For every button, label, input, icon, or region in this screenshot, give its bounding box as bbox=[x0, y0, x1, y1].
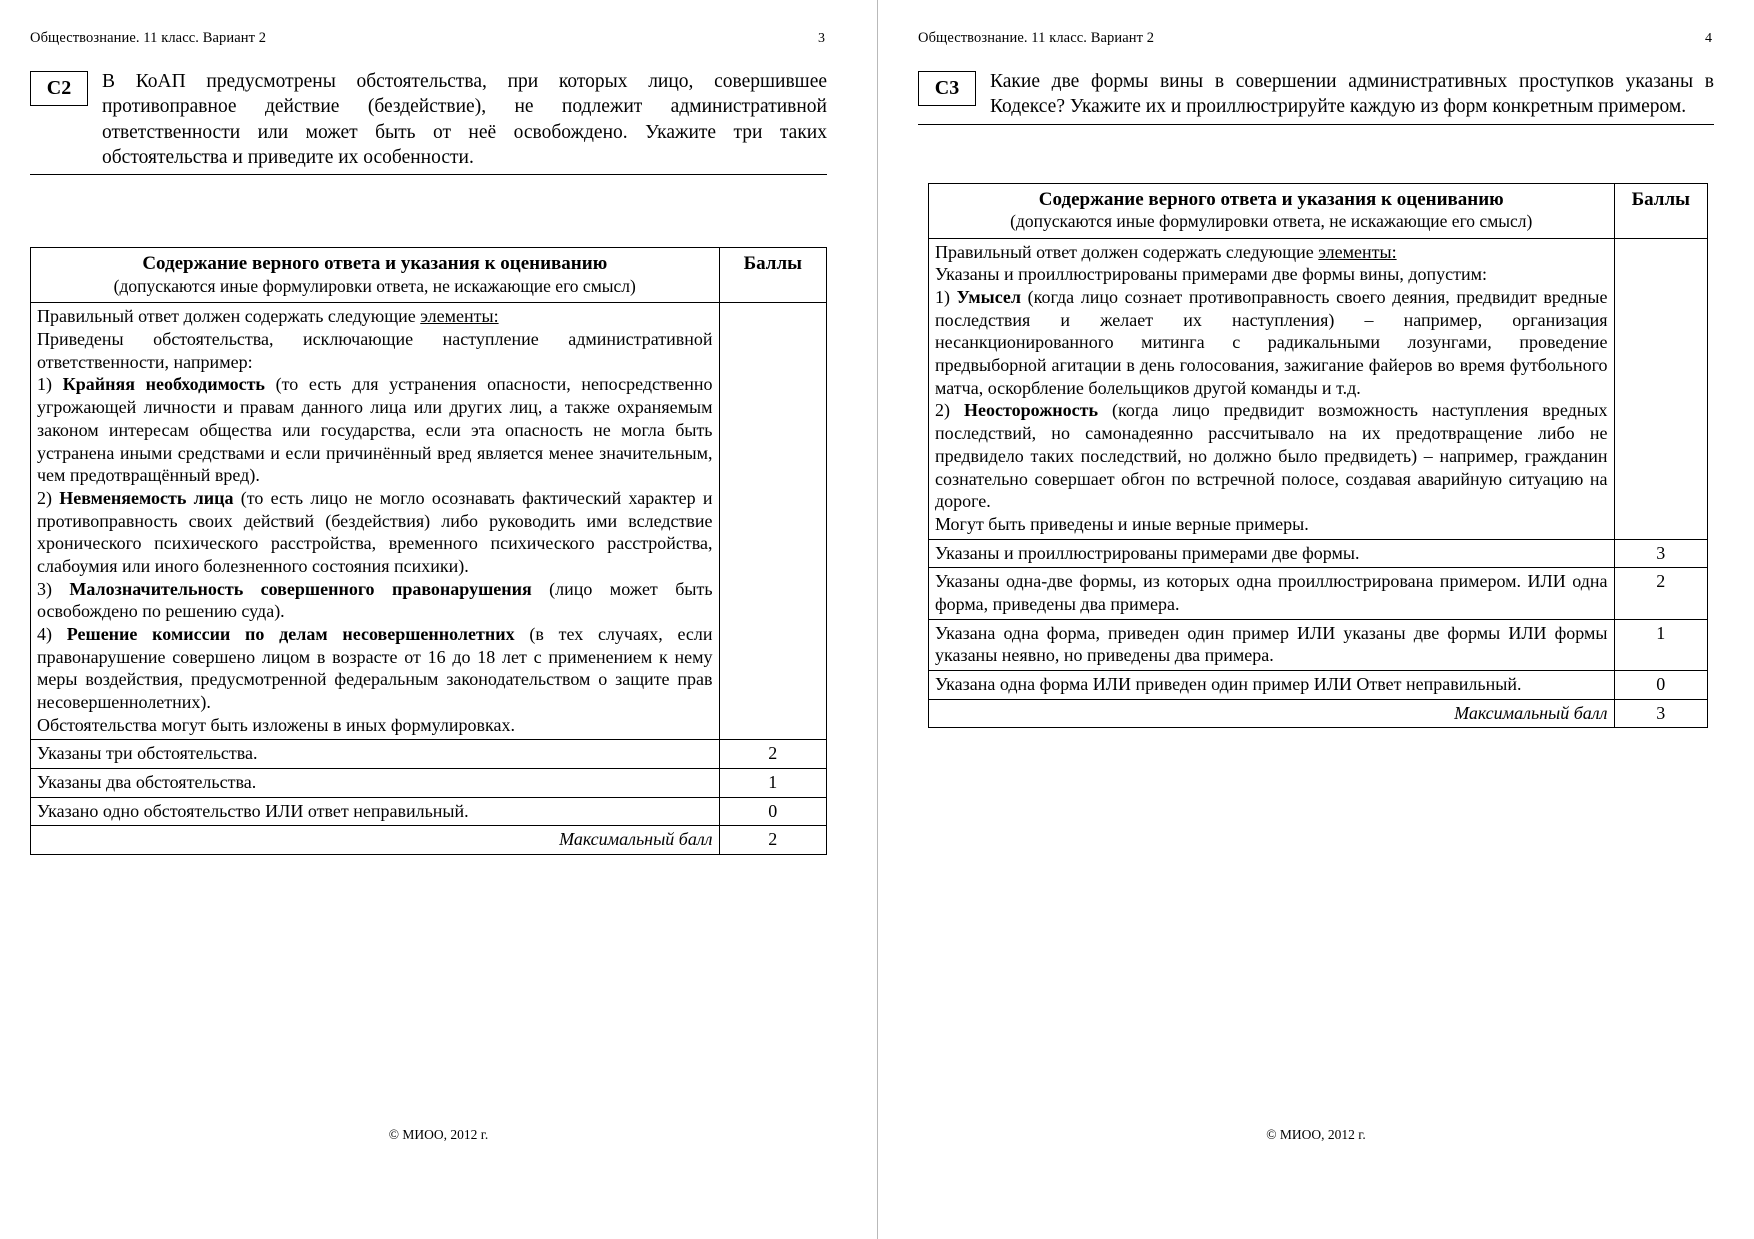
criterion-text: Указаны два обстоятельства. bbox=[31, 768, 720, 797]
answer-line: 1) Умысел (когда лицо сознает противоправность своего деяния, предвидит вредные последствия и желает их наступления) – например, организация несанкционированного митинга с радикальными лозунгами, проведение предвыборной агитации в день голосования, зажигание файеров во время футбольного матча, оскорбление болельщиков другой команды и т.д. bbox=[935, 287, 1608, 398]
header-content-subtitle: (допускаются иные формулировки ответа, не искажающие его смысл) bbox=[1010, 211, 1533, 232]
criterion-score: 0 bbox=[1614, 670, 1707, 699]
table-header-row bbox=[31, 248, 827, 303]
answer-line: Правильный ответ должен содержать следующие элементы: bbox=[935, 241, 1397, 262]
table-row-max bbox=[31, 826, 827, 855]
table-row-answer bbox=[31, 303, 827, 740]
header-score-cell: Баллы bbox=[1614, 183, 1707, 238]
task-text: Какие две формы вины в совершении административных проступков указаны в Кодексе? Укажите их и проиллюстрируйте каждую из форм конкретным примером. bbox=[990, 71, 1714, 118]
criterion-score: 2 bbox=[1614, 568, 1707, 619]
task-code: C3 bbox=[918, 71, 976, 106]
page-right bbox=[877, 0, 1754, 1239]
answer-line: Могут быть приведены и иные верные примеры. bbox=[935, 513, 1309, 534]
criterion-text: Указана одна форма, приведен один пример ИЛИ указаны две формы ИЛИ формы указаны неявно, но приведены два примера. bbox=[929, 619, 1615, 670]
criterion-text: Указаны три обстоятельства. bbox=[31, 740, 720, 769]
answer-line: 1) Крайняя необходимость (то есть для устранения опасности, непосредственно угрожающей личности и правам данного лица или других лиц, а также охраняемым законом интересам общества или государства, если эта опасность не могла быть устранена иными средствами и если причинённый вред является менее значительным, чем предотвращённый вред). bbox=[37, 374, 713, 486]
answer-line: Приведены обстоятельства, исключающие наступление административной ответственности, например: bbox=[37, 329, 713, 372]
header-content-title: Содержание верного ответа и указания к оцениванию bbox=[1038, 188, 1504, 210]
answer-content-cell bbox=[929, 238, 1615, 539]
criterion-score: 1 bbox=[1614, 619, 1707, 670]
answer-score-cell bbox=[719, 303, 826, 740]
page-number: 3 bbox=[818, 31, 825, 46]
criterion-score: 1 bbox=[719, 768, 826, 797]
table-row bbox=[929, 539, 1708, 568]
table-row bbox=[929, 568, 1708, 619]
table-row bbox=[929, 619, 1708, 670]
running-head-title: Обществознание. 11 класс. Вариант 2 bbox=[918, 30, 1155, 46]
rubric-table-wrapper-left bbox=[30, 247, 827, 855]
max-score-label: Максимальный балл bbox=[31, 826, 720, 855]
table-row-max bbox=[929, 699, 1708, 728]
task-block-c2 bbox=[30, 69, 827, 175]
running-head-left bbox=[30, 30, 827, 47]
max-score-label: Максимальный балл bbox=[929, 699, 1615, 728]
criterion-text: Указаны и проиллюстрированы примерами две формы. bbox=[929, 539, 1615, 568]
answer-content-cell bbox=[31, 303, 720, 740]
max-score-value: 3 bbox=[1614, 699, 1707, 728]
criterion-text: Указано одно обстоятельство ИЛИ ответ неправильный. bbox=[31, 797, 720, 826]
running-head-title: Обществознание. 11 класс. Вариант 2 bbox=[30, 30, 267, 46]
footer-right: © МИОО, 2012 г. bbox=[1266, 1127, 1366, 1142]
header-content-title: Содержание верного ответа и указания к оцениванию bbox=[142, 253, 608, 275]
running-head-right bbox=[918, 30, 1714, 47]
table-row bbox=[929, 670, 1708, 699]
footer-left: © МИОО, 2012 г. bbox=[388, 1127, 489, 1142]
table-row-answer bbox=[929, 238, 1708, 539]
task-text: В КоАП предусмотрены обстоятельства, при которых лицо, совершившее противоправное действие (бездействие), не подлежит административной ответственности или может быть от неё освобождено. Укажите три таких обстоятельства и приведите их особенности. bbox=[102, 71, 827, 169]
table-header-row bbox=[929, 183, 1708, 238]
answer-score-cell bbox=[1614, 238, 1707, 539]
table-row bbox=[31, 768, 827, 797]
answer-line: 2) Невменяемость лица (то есть лицо не могло осознавать фактический характер и противоправность своих действий (бездействия) либо руководить ими вследствие хронического психического расстройства, временного психического расстройства, слабоумия или иного болезненного состояния психики). bbox=[37, 487, 713, 576]
page-number: 4 bbox=[1705, 31, 1712, 46]
answer-line: Правильный ответ должен содержать следующие элементы: bbox=[37, 306, 499, 327]
criterion-score: 3 bbox=[1614, 539, 1707, 568]
answer-line: 2) Неосторожность (когда лицо предвидит возможность наступления вредных последствий, но самонадеянно рассчитывало на их предотвращение либо не предвидело таких последствий, но должно было предвидеть) – например, гражданин сознательно совершает обгон по встречной полосе, создавая аварийную ситуацию на дороге. bbox=[935, 400, 1608, 512]
criterion-score: 0 bbox=[719, 797, 826, 826]
criterion-score: 2 bbox=[719, 740, 826, 769]
rubric-table-c3 bbox=[928, 183, 1708, 729]
max-score-value: 2 bbox=[719, 826, 826, 855]
header-score-cell: Баллы bbox=[719, 248, 826, 303]
header-content-cell bbox=[929, 183, 1615, 238]
header-content-cell bbox=[31, 248, 720, 303]
table-row bbox=[31, 740, 827, 769]
answer-line: 4) Решение комиссии по делам несовершеннолетних (в тех случаях, если правонарушение совершено лицом в возрасте от 16 до 18 лет с применением к нему меры воздействия, предусмотренной федеральным законодательством о защите прав несовершеннолетних). bbox=[37, 623, 713, 712]
criterion-text: Указана одна форма ИЛИ приведен один пример ИЛИ Ответ неправильный. bbox=[929, 670, 1615, 699]
task-code: C2 bbox=[30, 71, 88, 106]
task-block-c3 bbox=[918, 69, 1714, 125]
header-content-subtitle: (допускаются иные формулировки ответа, не искажающие его смысл) bbox=[113, 276, 636, 297]
answer-line: 3) Малозначительность совершенного правонарушения (лицо может быть освобождено по решению суда). bbox=[37, 578, 713, 622]
answer-line: Указаны и проиллюстрированы примерами две формы вины, допустим: bbox=[935, 264, 1488, 285]
rubric-table-c2 bbox=[30, 247, 827, 855]
criterion-text: Указаны одна-две формы, из которых одна проиллюстрирована примером. ИЛИ одна форма, приведены два примера. bbox=[929, 568, 1615, 619]
table-row bbox=[31, 797, 827, 826]
answer-line: Обстоятельства могут быть изложены в иных формулировках. bbox=[37, 714, 515, 735]
rubric-table-wrapper-right bbox=[928, 183, 1708, 729]
